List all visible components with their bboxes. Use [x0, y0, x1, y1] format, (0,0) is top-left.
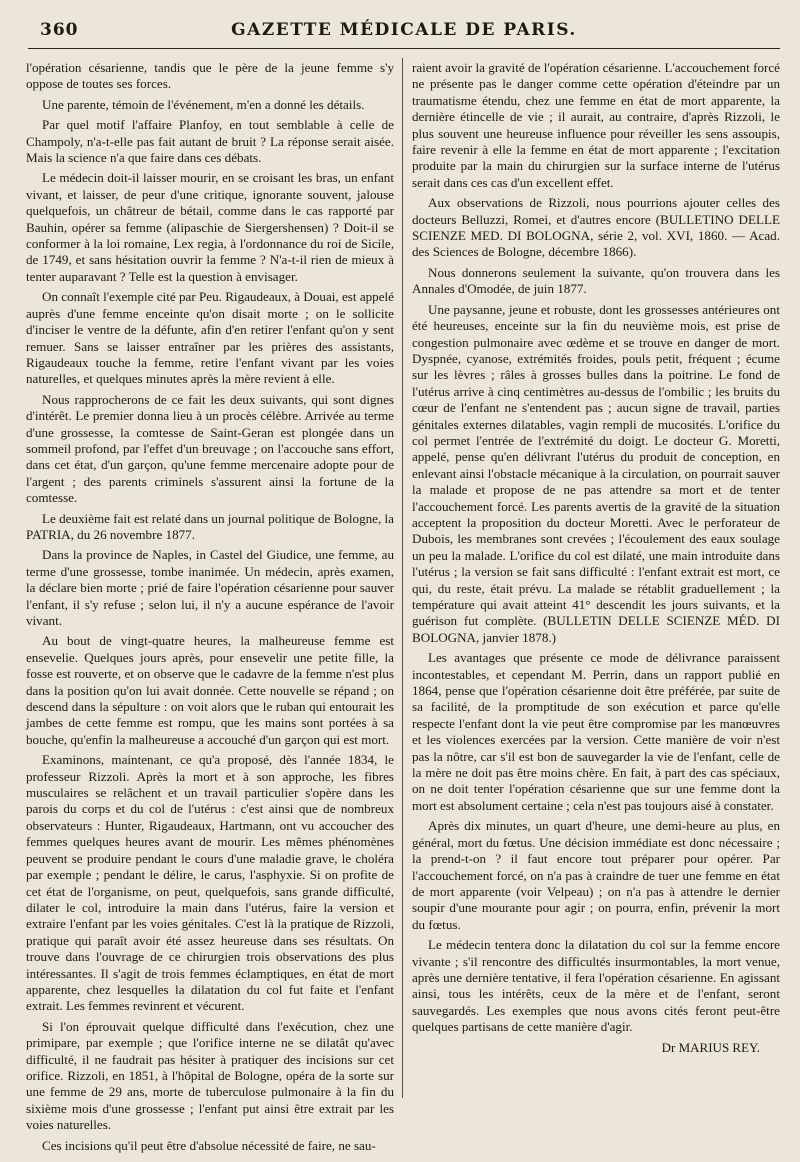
- author-signature: Dr MARIUS REY.: [661, 1039, 760, 1055]
- paragraph: Nous donnerons seulement la suivante, qu'on trouvera dans les Annales d'Omodée, de juin 1877.: [412, 264, 780, 297]
- left-column: [26, 60, 394, 1158]
- paragraph: Une paysanne, jeune et robuste, dont les grossesses antérieures ont été heureuses, enceinte sur la fin du neuvième mois, est prise de congestion pulmonaire avec œdème et se trouve en danger de mort. Dyspnée, cyanose, extrémités froides, pouls petit, fréquent ; écume sur les lèvres ; râles à grosses bulles dans la poitrine. Le fond de l'utérus arrive à cinq centimètres au-dessus de l'ombilic ; les bruits du cœur de l'enfant ne s'entendent pas ; aucun signe de travail, parties génitales externes dilatables, vagin rempli de mucosités. L'orifice du col permet l'entrée de l'extrémité du doigt. Le docteur G. Moretti, appelé, pense qu'en délivrant l'utérus du produit de conception, en enlevant ainsi l'obstacle mécanique à la circulation, on pourrait sauver la malade et propose de ne pas attendre sa mort et de tenter l'accouchement forcé. Les parents avertis de la gravité de la situation acceptent la proposition du docteur Moretti. Avec le perforateur de Dubois, les membranes sont crevées ; l'écoulement des eaux soulage un peu la malade. L'orifice du col est dilaté, une main introduite dans l'utérus ; la version se fait sans difficulté : l'enfant extrait est mort, ce qui, du reste, était prévu. La malade se rétablit graduellement ; la température qui avait atteint 41° descendit les jours suivants, et la guérison fut complète. (BULLETIN DELLE SCIENZE MÉD. DI BOLOGNA, janvier 1878.): [412, 301, 780, 645]
- paragraph: Si l'on éprouvait quelque difficulté dans l'exécution, chez une primipare, par exemple ; que l'orifice interne ne se dilatât qu'avec difficulté, il ne faudrait pas hésiter à pratiquer des incisions sur cet orifice. Rizzoli, en 1851, à l'hôpital de Bologne, opéra de la sorte sur une femme de 29 ans, morte de tuberculose pulmonaire à la fin du sixième mois d'une grossesse ; l'enfant put ainsi être extrait par les voies naturelles.: [26, 1018, 394, 1133]
- paragraph: Le médecin tentera donc la dilatation du col sur la femme encore vivante ; s'il rencontre des difficultés insurmontables, la mort venue, après une dernière tentative, il fera l'opération césarienne. En agissant ainsi, tous les intérêts, ceux de la mère et de l'enfant, seront sauvegardés. Les exemples que nous avons cités feront peut-être quelques partisans de cette manière d'agir.: [412, 937, 780, 1035]
- paragraph: Après dix minutes, un quart d'heure, une demi-heure au plus, en général, mort du fœtus. Une décision immédiate est donc nécessaire ; la prend-t-on ? il faut encore tout préparer pour opérer. Par l'accouchement forcé, on n'a pas à craindre de tuer une femme en état de mort apparente (voir Velpeau) ; on n'a pas à attendre le dernier soupir d'une mourante pour agir ; on pourra, enfin, prévenir la mort du fœtus.: [412, 818, 780, 932]
- column-divider: [402, 58, 403, 1098]
- paragraph: l'opération césarienne, tandis que le père de la jeune femme s'y oppose de toutes ses forces.: [26, 60, 394, 92]
- paragraph: Aux observations de Rizzoli, nous pourrions ajouter celles des docteurs Belluzzi, Romei, et d'autres encore (BULLETINO DELLE SCIENZE MED. DI BOLOGNA, série 2, vol. XVI, 1860. — Acad. des Sciences de Bologne, décembre 1866).: [412, 195, 780, 260]
- paragraph: Dans la province de Naples, in Castel del Giudice, une femme, au terme d'une grossesse, tombe inanimée. Un médecin, après examen, la déclare bien morte ; prié de faire l'opération césarienne pour sauver l'enfant, il s'y refuse ; selon lui, il n'y a aucune espérance de l'avoir vivant.: [26, 547, 394, 628]
- paragraph: Le médecin doit-il laisser mourir, en se croisant les bras, un enfant vivant, et laisser, de peur d'une critique, ignorante souvent, jalouse quelquefois, un châtreur de bétail, comme dans le cas rapporté par Bauhin, opérer sa femme (alipaschie de Siergershensen) ? Doit-il se conformer à la loi romaine, Lex regia, à l'ordonnance du roi de Sicile, de 1749, et sans hésitation ouvrir la femme ? N'a-t-il rien de mieux à tenter auparavant ? Telle est la question à envisager.: [26, 170, 394, 284]
- page-header: [28, 18, 780, 49]
- paragraph: On connaît l'exemple cité par Peu. Rigaudeaux, à Douai, est appelé auprès d'une femme enceinte qu'on disait morte ; on le sollicite d'inciser le ventre de la défunte, afin d'en retirer l'enfant qu'on y sent remuer. Sans se laisser entraîner par les prières des assistants, Rigaudeaux touche la femme, retire l'enfant vivant par les voies naturelles, et quelques minutes après la mère revient à elle.: [26, 289, 394, 387]
- paragraph: Nous rapprocherons de ce fait les deux suivants, qui sont dignes d'intérêt. Le premier donna lieu à un procès célèbre. Arrivée au terme d'une grossesse, la comtesse de Saint-Geran est plongée dans un sommeil profond, par l'effet d'un breuvage ; on l'accouche sans effort, dans cet état, d'un garçon, qu'une femme mercenaire adopte pour de l'argent ; des parents criminels s'assurent ainsi la fortune de la comtesse.: [26, 391, 394, 506]
- paragraph: Par quel motif l'affaire Planfoy, en tout semblable à celle de Champoly, n'a-t-elle pas fait autant de bruit ? La réponse serait aisée. Mais la science n'a que faire dans ces débats.: [26, 117, 394, 166]
- journal-title: GAZETTE MÉDICALE DE PARIS.: [231, 20, 577, 40]
- right-column: [412, 60, 780, 1060]
- paragraph: Examinons, maintenant, ce qu'a proposé, dès l'année 1834, le professeur Rizzoli. Après la mort et à son approche, les fibres musculaires se relâchent et un travail particulier s'opère dans les parois du corps et du col de l'utérus : c'est ainsi que de nombreux observateurs : Hunter, Rigaudeaux, Hartmann, ont vu accoucher des femmes quelques heures avant de mourir. Les mêmes phénomènes peuvent se produire pendant le cours d'une maladie grave, le choléra par exemple ; pendant le délire, le carus, l'asphyxie. Si on profite de cet état de l'organisme, on peut, quelquefois, sans grande difficulté, dilater le col, introduire la main dans l'utérus, faire la version et extraire l'enfant par les voies génitales. C'est là la pratique de Rizzoli, pratique qui paraît avoir été assez heureuse dans ses résultats. On trouve dans l'ouvrage de ce chirurgien trois observations des plus intéressantes. Il s'agit de trois femmes éclamptiques, en état de mort apparente, chez lesquelles la dilatation du col fut faite et l'enfant extrait. Les femmes revinrent et vécurent.: [26, 752, 394, 1014]
- paragraph: Une parente, témoin de l'événement, m'en a donné les détails.: [42, 96, 365, 112]
- paragraph: Ces incisions qu'il peut être d'absolue nécessité de faire, ne sau-: [42, 1137, 376, 1153]
- page-number: 360: [40, 20, 79, 40]
- paragraph: Au bout de vingt-quatre heures, la malheureuse femme est ensevelie. Quelques jours après, pour ensevelir une petite fille, la fosse est rouverte, et on observe que le cadavre de la femme n'est plus dans la position qu'on lui avait donnée. Cette nouvelle se répand ; on descend dans la sépulture : on voit alors que le ruban qui entourait les jambes de cette femme est rompu, que les mains sont portées à sa bouche, qu'enfin la malheureuse a accouché d'un garçon qui est mort.: [26, 633, 394, 747]
- paragraph: Les avantages que présente ce mode de délivrance paraissent incontestables, et cependant M. Perrin, dans un rapport publié en 1864, pense que l'opération césarienne doit être préférée, par suite de sa facilité, de la promptitude de son exécution et parce qu'elle respecte l'enfant dont la vie peut être compromise par les manœuvres et les violences exercées par la version. Cette manière de voir n'est pas la nôtre, car s'il est bon de sauvegarder la vie de l'enfant, celle de la mère ne doit pas être moins chère. En fait, à part des cas spéciaux, on ne doit tenter l'opération césarienne que sur une femme dont la mort est absolument certaine ; cela n'est pas toujours aisé à constater.: [412, 650, 780, 813]
- paragraph: raient avoir la gravité de l'opération césarienne. L'accouchement forcé ne présente pas le danger comme cette opération d'éteindre par un traumatisme étendu, chez une femme en état de mort apparente, la dernière étincelle de vie ; il aurait, au contraire, d'après Rizzoli, le plus souvent une heureuse influence pour réveiller les sens assoupis, faire revenir à elle la femme en état de mort apparente ; l'excitation produite par la main du chirurgien sur la surface interne de l'utérus serait dans ces cas d'un excellent effet.: [412, 60, 780, 190]
- paragraph: Le deuxième fait est relaté dans un journal politique de Bologne, la PATRIA, du 26 novembre 1877.: [26, 510, 394, 542]
